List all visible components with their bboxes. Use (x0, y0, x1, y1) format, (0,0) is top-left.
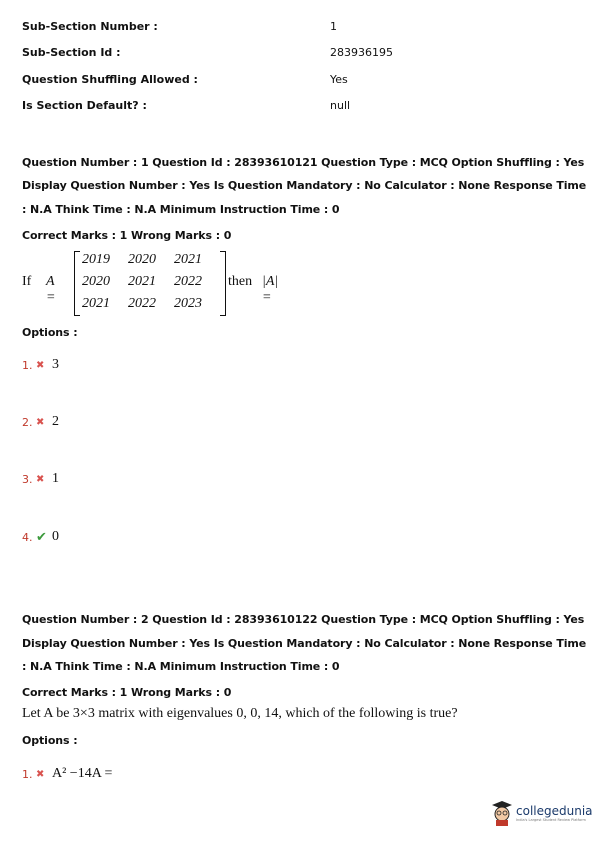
logo-tagline: India's Largest Student Review Platform (516, 818, 586, 822)
q1-stem-then: then (228, 274, 253, 289)
wrong-mark-icon: ✖ (36, 359, 45, 371)
q1-options-label: Options : (22, 326, 78, 339)
q1-option-2[interactable] (22, 414, 59, 430)
meta-value-subsection-number: 1 (330, 20, 337, 33)
q1-header-line1: Question Number : 1 Question Id : 28393610121 Question Type : MCQ Option Shuffling : Yes (22, 156, 585, 169)
collegedunia-logo (491, 800, 593, 826)
option-number: 3. (22, 472, 33, 486)
q2-marks: Correct Marks : 1 Wrong Marks : 0 (22, 686, 232, 699)
wrong-mark-icon: ✖ (36, 473, 45, 485)
option-number: 2. (22, 415, 33, 429)
q1-option-4[interactable] (22, 529, 59, 545)
meta-value-subsection-id: 283936195 (330, 46, 393, 59)
meta-value-default: null (330, 99, 351, 112)
q1-stem-det: |A| = (262, 274, 279, 305)
wrong-mark-icon: ✖ (36, 768, 45, 780)
q1-header-line2: Display Question Number : Yes Is Question Mandatory : No Calculator : None Response Time (22, 179, 587, 192)
q2-stem: Let A be 3×3 matrix with eigenvalues 0, 0, 14, which of the following is true? (22, 706, 458, 721)
option-text: 2 (52, 414, 59, 429)
q2-header-line2: Display Question Number : Yes Is Question Mandatory : No Calculator : None Response Time (22, 637, 587, 650)
option-text: A² −14A = (52, 766, 113, 781)
matrix-cell: 2021 (174, 252, 202, 267)
q1-header-line3: : N.A Think Time : N.A Minimum Instruction Time : 0 (22, 203, 340, 216)
mascot-icon (491, 800, 513, 826)
q1-matrix (74, 251, 224, 315)
q2-options-label: Options : (22, 734, 78, 747)
matrix-cell: 2019 (82, 252, 110, 267)
option-text: 3 (52, 357, 59, 372)
option-number: 1. (22, 358, 33, 372)
matrix-left-bracket (74, 251, 80, 316)
option-text: 1 (52, 471, 59, 486)
meta-label-subsection-number: Sub-Section Number : (22, 20, 158, 33)
q1-option-3[interactable] (22, 471, 59, 487)
option-number: 1. (22, 767, 33, 781)
meta-label-shuffling: Question Shuffling Allowed : (22, 73, 198, 86)
q1-option-1[interactable] (22, 357, 59, 373)
q1-stem-if: If (22, 274, 32, 289)
q2-header-line1: Question Number : 2 Question Id : 28393610122 Question Type : MCQ Option Shuffling : Yes (22, 613, 585, 626)
matrix-cell: 2023 (174, 296, 202, 311)
matrix-cell: 2021 (128, 274, 156, 289)
matrix-cell: 2022 (174, 274, 202, 289)
wrong-mark-icon: ✖ (36, 416, 45, 428)
correct-check-icon: ✔ (36, 529, 47, 545)
q1-stem-a: A = (46, 274, 56, 305)
matrix-right-bracket (220, 251, 226, 316)
meta-value-shuffling: Yes (330, 73, 348, 86)
q1-marks: Correct Marks : 1 Wrong Marks : 0 (22, 229, 232, 242)
matrix-cell: 2020 (82, 274, 110, 289)
matrix-cell: 2022 (128, 296, 156, 311)
meta-label-default: Is Section Default? : (22, 99, 147, 112)
meta-label-subsection-id: Sub-Section Id : (22, 46, 121, 59)
q2-option-1[interactable] (22, 766, 112, 782)
matrix-cell: 2021 (82, 296, 110, 311)
matrix-cell: 2020 (128, 252, 156, 267)
q2-header-line3: : N.A Think Time : N.A Minimum Instruction Time : 0 (22, 660, 340, 673)
logo-name: collegedunia (516, 804, 593, 818)
option-number: 4. (22, 530, 33, 544)
option-text: 0 (52, 529, 59, 544)
